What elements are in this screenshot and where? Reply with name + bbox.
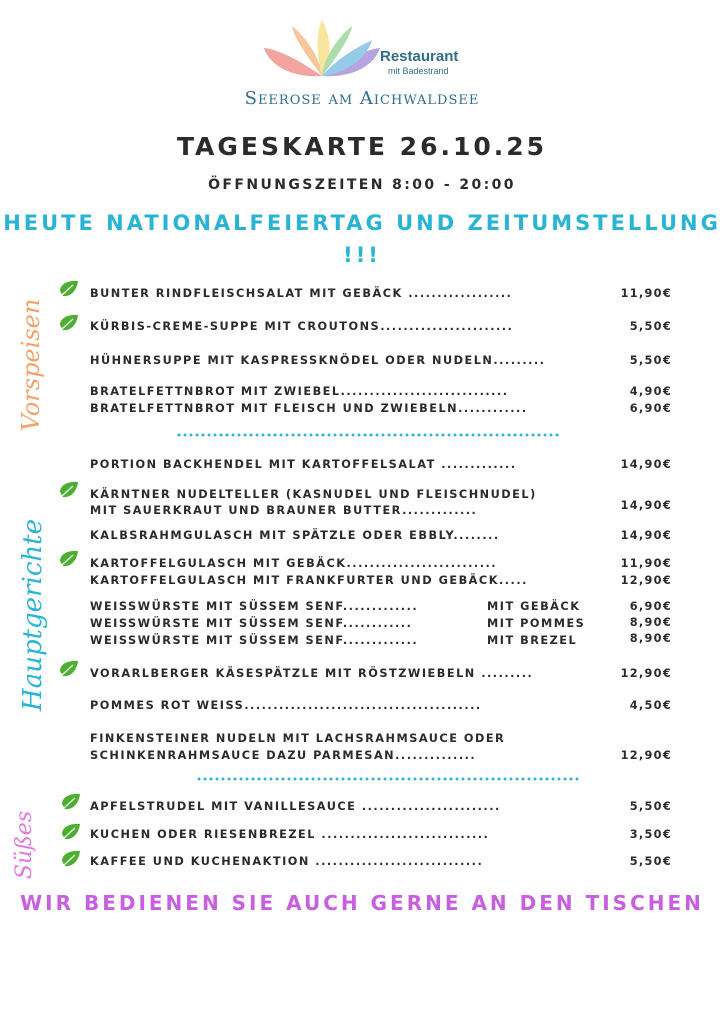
leaf-icon [58, 480, 80, 500]
menu-item-name: WEISSWÜRSTE MIT SÜSSEM SENF............. [90, 634, 419, 647]
menu-item-name: KÄRNTNER NUDELTELLER (KASNUDEL UND FLEISCHNUDEL) [90, 488, 537, 501]
restaurant-name: Seerose am Aichwaldsee [244, 88, 480, 109]
menu-item-name: POMMES ROT WEISS......................................... [90, 699, 482, 712]
leaf-icon [60, 849, 82, 869]
section-label-desserts: Süßes [12, 810, 37, 880]
menu-item-price: 4,50€ [629, 699, 672, 712]
menu-item-name: WEISSWÜRSTE MIT SÜSSEM SENF............. [90, 600, 419, 613]
menu-item-option: MIT GEBÄCK [487, 600, 581, 613]
menu-item-name: VORARLBERGER KÄSESPÄTZLE MIT RÖSTZWIEBELN ......... [90, 667, 534, 680]
menu-item-name: KÜRBIS-CREME-SUPPE MIT CROUTONS....................... [90, 320, 514, 333]
logo-subtitle-text: mit Badestrand [388, 66, 449, 76]
menu-item-price: 5,50€ [629, 354, 672, 367]
menu-item-option: MIT POMMES [487, 617, 586, 630]
menu-item-price: 11,90€ [620, 557, 672, 570]
leaf-icon [60, 792, 82, 812]
menu-item-price: 11,90€ [620, 287, 672, 300]
menu-item-price: 14,90€ [620, 529, 672, 542]
menu-item-price: 12,90€ [620, 667, 672, 680]
section-label-starters: Vorspeisen [17, 298, 45, 432]
menu-item-price: 5,50€ [629, 320, 672, 333]
menu-item-price: 6,90€ [629, 600, 672, 613]
menu-item-price: 14,90€ [620, 458, 672, 471]
logo-restaurant-text: Restaurant [380, 48, 459, 65]
menu-item-price: 6,90€ [629, 402, 672, 415]
leaf-icon [58, 279, 80, 299]
menu-item-name: PORTION BACKHENDEL MIT KARTOFFELSALAT ............. [90, 458, 517, 471]
menu-item-price: 8,90€ [629, 616, 672, 629]
page-title: TAGESKARTE 26.10.25 [176, 132, 548, 161]
menu-item-name: KUCHEN ODER RIESENBREZEL ............................. [90, 828, 490, 841]
menu-item-name: HÜHNERSUPPE MIT KASPRESSKNÖDEL ODER NUDELN......... [90, 354, 546, 367]
menu-item-name: APFELSTRUDEL MIT VANILLESAUCE ........................ [90, 800, 501, 813]
holiday-notice: HEUTE NATIONALFEIERTAG UND ZEITUMSTELLUNG !!! [3, 211, 721, 267]
menu-item-price: 5,50€ [629, 855, 672, 868]
menu-item-name-continued: MIT SAUERKRAUT UND BRAUNER BUTTER............. [90, 504, 478, 517]
menu-item-name: BRATELFETTNBROT MIT ZWIEBEL............................. [90, 385, 509, 398]
menu-item-price: 12,90€ [620, 749, 672, 762]
section-label-mains: Hauptgerichte [18, 519, 48, 711]
leaf-icon [58, 313, 80, 333]
menu-item-price: 8,90€ [629, 632, 672, 645]
menu-item-name: BRATELFETTNBROT MIT FLEISCH UND ZWIEBELN............ [90, 402, 528, 415]
menu-item-price: 5,50€ [629, 800, 672, 813]
menu-item-name: WEISSWÜRSTE MIT SÜSSEM SENF............ [90, 617, 413, 630]
leaf-icon [58, 659, 80, 679]
menu-item-name: KAFFEE UND KUCHENAKTION ............................. [90, 855, 484, 868]
menu-item-price: 4,90€ [629, 385, 672, 398]
menu-item-price: 14,90€ [620, 499, 672, 512]
menu-item-name: KARTOFFELGULASCH MIT FRANKFURTER UND GEBÄCK..... [90, 574, 528, 587]
menu-item-option: MIT BREZEL [487, 634, 578, 647]
section-divider [176, 433, 560, 437]
menu-item-name: KALBSRAHMGULASCH MIT SPÄTZLE ODER EBBLY........ [90, 529, 500, 542]
leaf-icon [58, 549, 80, 569]
footer-message: WIR BEDIENEN SIE AUCH GERNE AN DEN TISCHEN [20, 891, 704, 915]
menu-item-price: 3,50€ [629, 828, 672, 841]
opening-hours: ÖFFNUNGSZEITEN 8:00 - 20:00 [208, 177, 516, 193]
section-divider [196, 777, 580, 781]
menu-item-price: 12,90€ [620, 574, 672, 587]
menu-item-name: FINKENSTEINER NUDELN MIT LACHSRAHMSAUCE ODER [90, 732, 506, 745]
menu-item-name: KARTOFFELGULASCH MIT GEBÄCK.......................... [90, 557, 498, 570]
menu-item-name-continued: SCHINKENRAHMSAUCE DAZU PARMESAN.............. [90, 749, 477, 762]
menu-item-name: BUNTER RINDFLEISCHSALAT MIT GEBÄCK .................. [90, 287, 513, 300]
leaf-icon [60, 822, 82, 842]
